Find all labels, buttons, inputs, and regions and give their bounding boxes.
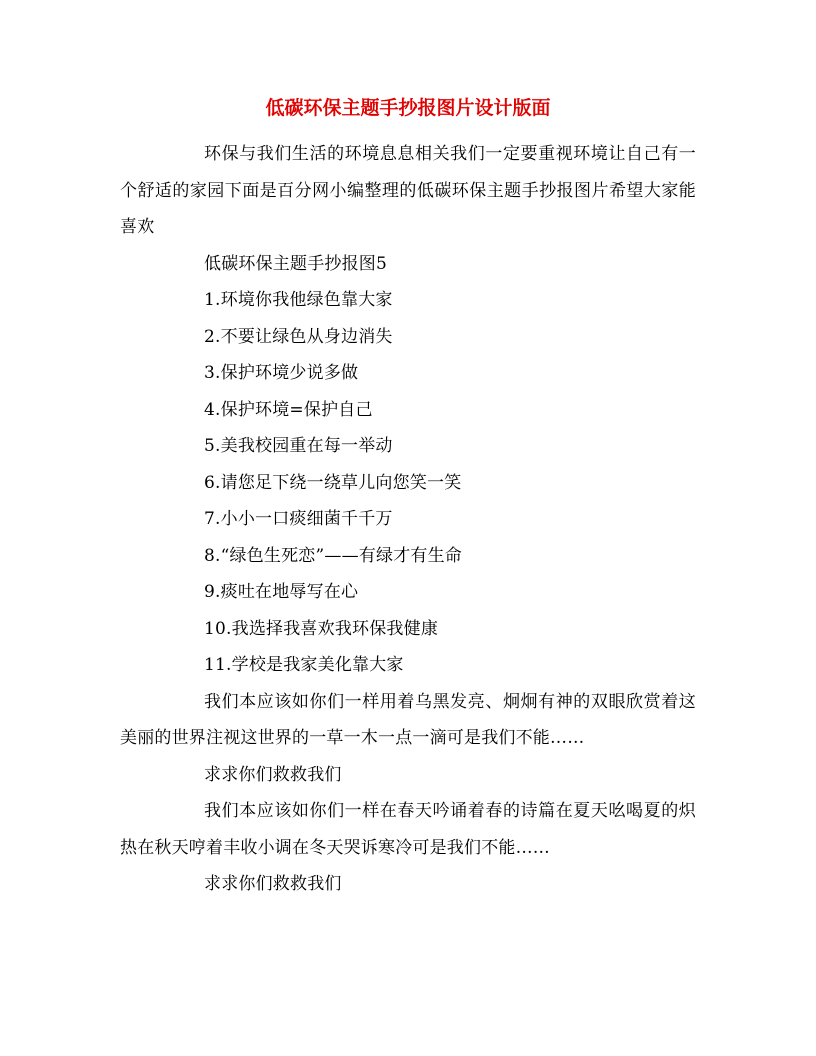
slogan-item: 9.痰吐在地辱写在心 xyxy=(204,582,359,602)
slogan-item: 3.保护环境少说多做 xyxy=(204,363,359,383)
intro-paragraph: 环保与我们生活的环境息息相关我们一定要重视环境让自己有一个舒适的家园下面是百分网小编整理的低碳环保主题手抄报图片希望大家能喜欢 xyxy=(120,144,696,237)
body-paragraph-1: 我们本应该如你们一样用着乌黑发亮、炯炯有神的双眼欣赏着这美丽的世界注视这世界的一草一木一点一滴可是我们不能…… xyxy=(120,691,696,748)
body-paragraph-2: 我们本应该如你们一样在春天吟诵着春的诗篇在夏天吆喝夏的炽热在秋天哼着丰收小调在冬天哭诉寒冷可是我们不能…… xyxy=(120,801,696,858)
slogan-item: 10.我选择我喜欢我环保我健康 xyxy=(204,618,439,639)
plea-line-2: 求求你们救救我们 xyxy=(204,874,342,894)
slogan-item: 11.学校是我家美化靠大家 xyxy=(204,655,404,675)
slogan-item: 2.不要让绿色从身边消失 xyxy=(204,326,393,347)
slogan-item: 4.保护环境=保护自己 xyxy=(204,399,373,420)
slogan-list xyxy=(120,282,696,684)
document-body xyxy=(120,136,696,903)
slogan-item: 8.“绿色生死恋”——有绿才有生命 xyxy=(204,545,463,566)
slogan-item: 1.环境你我他绿色靠大家 xyxy=(204,290,393,310)
plea-line-1: 求求你们救救我们 xyxy=(204,764,342,785)
slogan-item: 5.美我校园重在每一举动 xyxy=(204,436,393,456)
slogan-item: 7.小小一口痰细菌千千万 xyxy=(204,509,393,529)
document-title: 低碳环保主题手抄报图片设计版面 xyxy=(265,97,551,119)
subheading: 低碳环保主题手抄报图5 xyxy=(204,253,388,274)
slogan-item: 6.请您足下绕一绕草儿向您笑一笑 xyxy=(204,472,462,493)
